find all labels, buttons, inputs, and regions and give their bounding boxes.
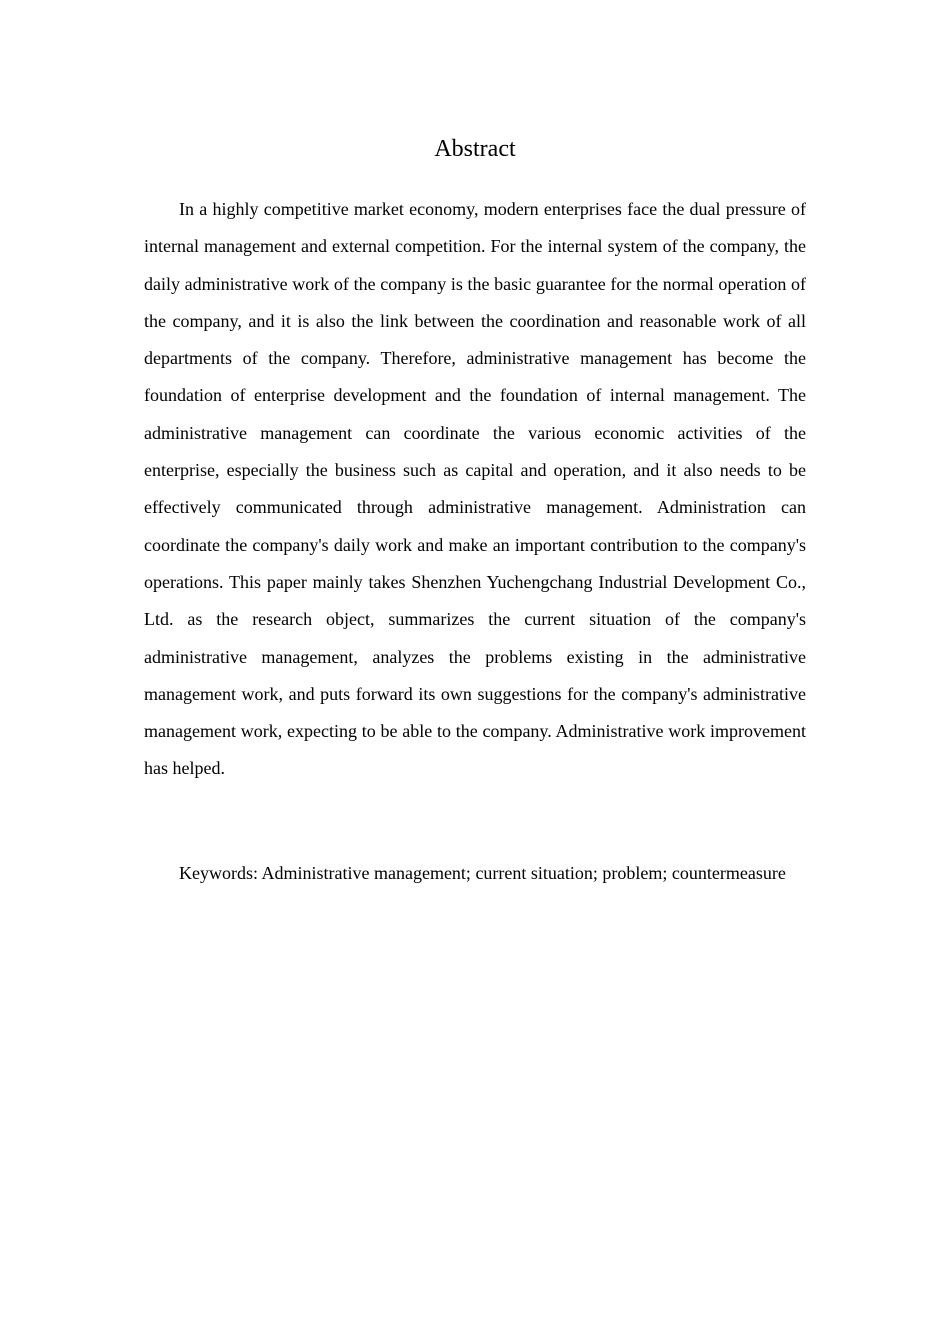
keywords-paragraph: Keywords: Administrative management; current situation; problem; countermeasure — [179, 863, 786, 883]
page-title: Abstract — [434, 136, 516, 162]
abstract-paragraph: In a highly competitive market economy, modern enterprises face the dual pressure of internal management and external competition. For the internal system of the company, the daily administrative work of the company is the basic guarantee for the normal operation of the company, and it is also the link between the coordination and reasonable work of all departments of the company. Therefore, administrative management has become the foundation of enterprise development and the foundation of internal management. The administrative management can coordinate the various economic activities of the enterprise, especially the business such as capital and operation, and it also needs to be effectively communicated through administrative management. Administration can coordinate the company's daily work and make an important contribution to the company's operations. This paper mainly takes Shenzhen Yuchengchang Industrial Development Co., Ltd. as the research object, summarizes the current situation of the company's administrative management, analyzes the problems existing in the administrative management work, and puts forward its own suggestions for the company's administrative management work, expecting to be able to the company. Administrative work improvement has helped. — [144, 199, 806, 779]
